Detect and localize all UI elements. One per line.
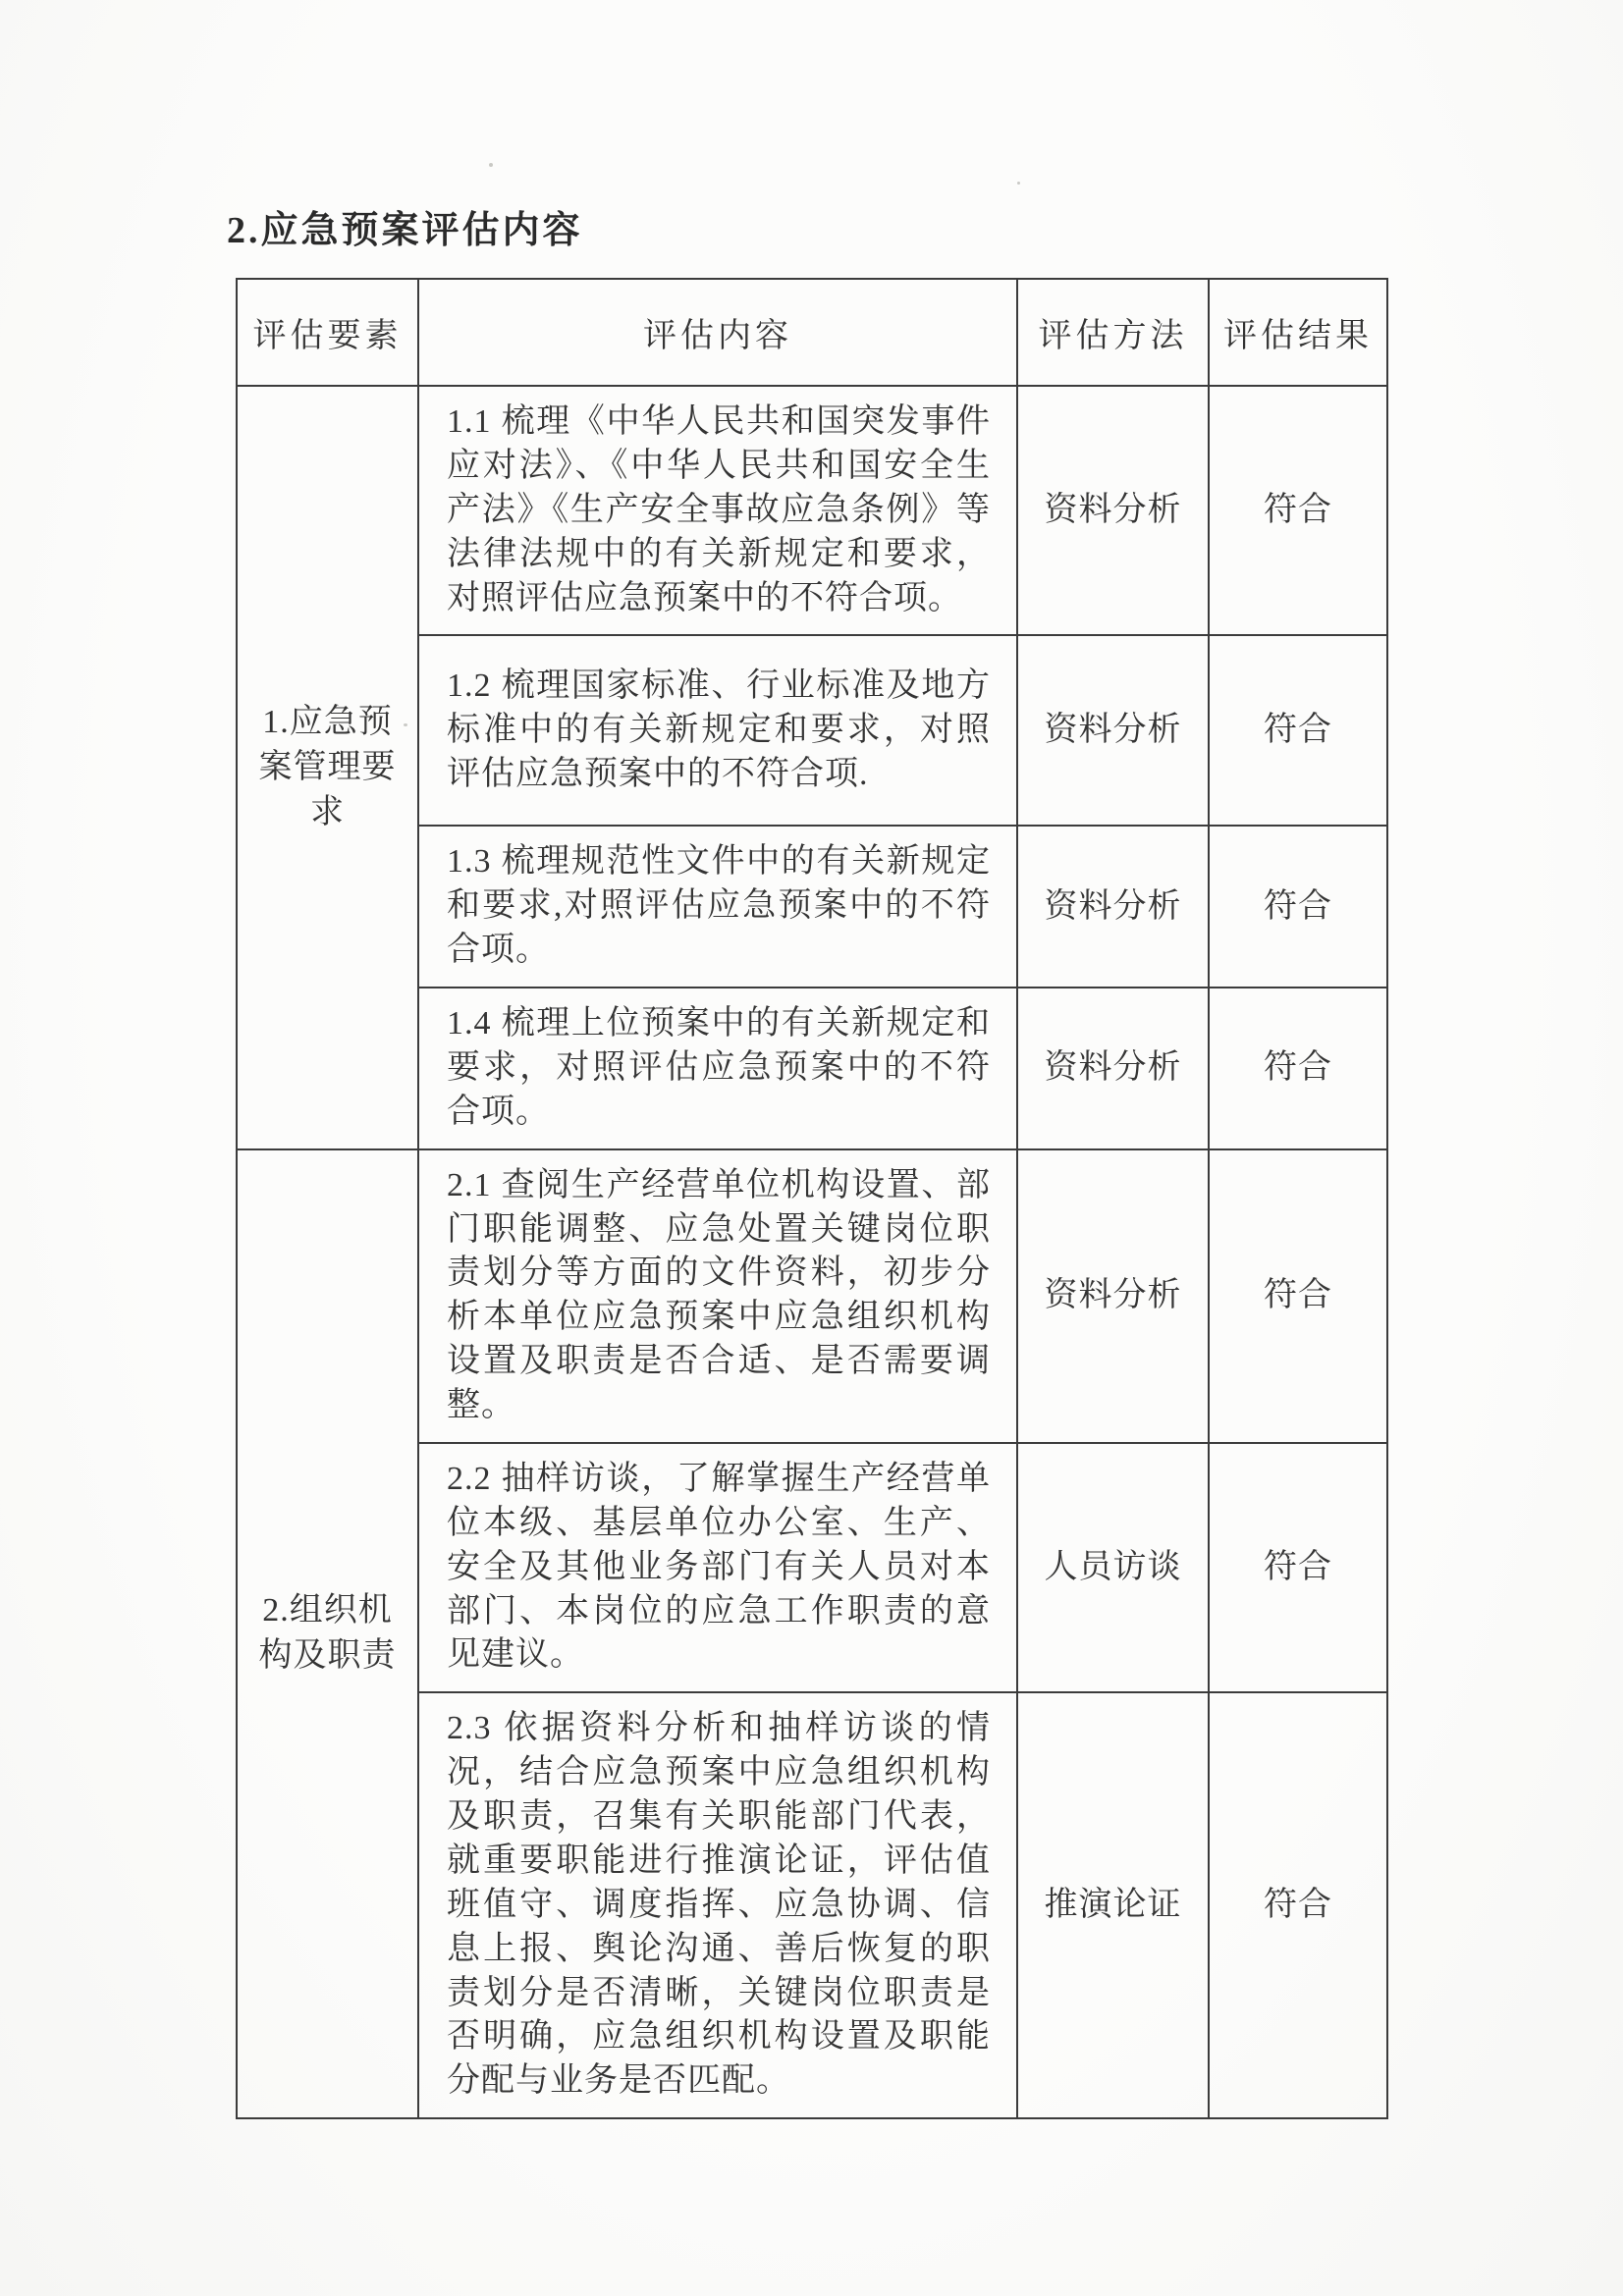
row-1-2-method-cell: 资料分析 bbox=[1017, 635, 1209, 826]
row-2-3-content-cell: 2.3 依据资料分析和抽样访谈的情况，结合应急预案中应急组织机构及职责，召集有关职能部门代表，就重要职能进行推演论证，评估值班值守、调度指挥、应急协调、信息上报、舆论沟通、善后恢复的职责划分是否清晰，关键岗位职责是否明确，应急组织机构设置及职能分配与业务是否匹配。 bbox=[418, 1692, 1017, 2118]
row-1-2-content-cell: 1.2 梳理国家标准、行业标准及地方标准中的有关新规定和要求，对照评估应急预案中的不符合项. bbox=[418, 635, 1017, 826]
row-2-3-method-cell: 推演论证 bbox=[1017, 1692, 1209, 2118]
group-1-element-cell: 1.应急预案管理要求 bbox=[237, 386, 418, 1149]
row-2-3-result-cell: 符合 bbox=[1209, 1692, 1387, 2118]
table-row bbox=[237, 386, 1387, 635]
row-1-3-method-cell: 资料分析 bbox=[1017, 826, 1209, 988]
scan-speck bbox=[489, 163, 493, 167]
row-1-1-content-cell: 1.1 梳理《中华人民共和国突发事件应对法》、《中华人民共和国安全生产法》《生产安全事故应急条例》等法律法规中的有关新规定和要求，对照评估应急预案中的不符合项。 bbox=[418, 386, 1017, 635]
group-2-element-cell: 2.组织机构及职责 bbox=[237, 1149, 418, 2119]
row-2-1-method-cell: 资料分析 bbox=[1017, 1149, 1209, 1443]
row-2-2-method-cell: 人员访谈 bbox=[1017, 1443, 1209, 1692]
row-1-4-result-cell: 符合 bbox=[1209, 988, 1387, 1149]
row-1-4-content-cell: 1.4 梳理上位预案中的有关新规定和要求，对照评估应急预案中的不符合项。 bbox=[418, 988, 1017, 1149]
row-1-4-method-cell: 资料分析 bbox=[1017, 988, 1209, 1149]
row-2-1-result-cell: 符合 bbox=[1209, 1149, 1387, 1443]
row-1-1-method-cell: 资料分析 bbox=[1017, 386, 1209, 635]
row-1-2-result-cell: 符合 bbox=[1209, 635, 1387, 826]
table-row bbox=[237, 1149, 1387, 1443]
header-eval-content: 评估内容 bbox=[418, 279, 1017, 386]
row-1-1-result-cell: 符合 bbox=[1209, 386, 1387, 635]
header-eval-element: 评估要素 bbox=[237, 279, 418, 386]
scan-speck bbox=[1017, 182, 1020, 185]
row-2-1-content-cell: 2.1 查阅生产经营单位机构设置、部门职能调整、应急处置关键岗位职责划分等方面的文件资料，初步分析本单位应急预案中应急组织机构设置及职责是否合适、是否需要调整。 bbox=[418, 1149, 1017, 1443]
header-eval-result: 评估结果 bbox=[1209, 279, 1387, 386]
row-1-3-result-cell: 符合 bbox=[1209, 826, 1387, 988]
evaluation-table bbox=[236, 278, 1388, 2119]
section-title: 2.应急预案评估内容 bbox=[227, 210, 583, 251]
row-1-3-content-cell: 1.3 梳理规范性文件中的有关新规定和要求,对照评估应急预案中的不符合项。 bbox=[418, 826, 1017, 988]
row-2-2-result-cell: 符合 bbox=[1209, 1443, 1387, 1692]
table-header-row bbox=[237, 279, 1387, 386]
header-eval-method: 评估方法 bbox=[1017, 279, 1209, 386]
row-2-2-content-cell: 2.2 抽样访谈，了解掌握生产经营单位本级、基层单位办公室、生产、安全及其他业务部门有关人员对本部门、本岗位的应急工作职责的意见建议。 bbox=[418, 1443, 1017, 1692]
